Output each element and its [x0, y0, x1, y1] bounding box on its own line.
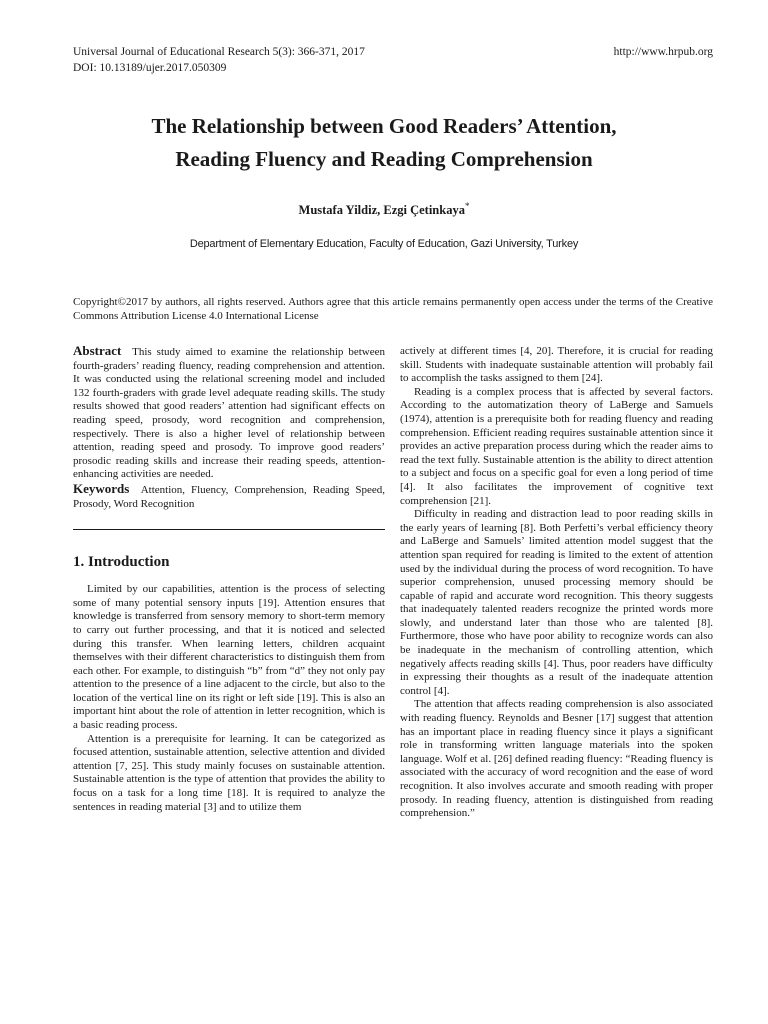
- keywords-block: [73, 482, 385, 511]
- body-paragraph-3: Difficulty in reading and distraction lead to poor reading skills in the early years of learning [8]. Both Perfetti’s verbal efficiency theory and LaBerge and Samuels’ limited attention model suggest that the attention span required for reading is limited to the extent of attention used by the individual during the process of word recognition. To have superior comprehension, unused processing memory should be capable of rapid and accurate word recognition. This theory suggests that inadequately talented readers recognize the printed words more slowly, and understand later than those who are talented [8]. Furthermore, those who have poor ability to recognize words can also be inadequate in the mechanism of controlling attention, which negatively affects reading skills [4]. Thus, poor readers have difficulty in expressing their thoughts as a result of the inadequate attention control [4].: [400, 508, 713, 697]
- author-list: [60, 201, 708, 218]
- journal-url[interactable]: http://www.hrpub.org: [613, 46, 713, 58]
- intro-paragraph-2: Attention is a prerequisite for learning. It can be categorized as focused attention, sustainable attention, selective attention and divided attention [7, 25]. This study mainly focuses on sustainable attention. Sustainable attention is the type of attention that provides the ability to focus on a task for a long time [18]. It is required to analyze the sentences in reading material [3] and to utilize them: [73, 732, 385, 813]
- paper-title: [60, 110, 708, 176]
- title-line-2: Reading Fluency and Reading Comprehension: [175, 147, 593, 171]
- journal-citation: [73, 44, 365, 76]
- body-paragraph-1: actively at different times [4, 20]. Therefore, it is crucial for reading skill. Students with inadequate sustainable attention will probably fail to accomplish the tasks assigned to them [24].: [400, 345, 713, 385]
- left-column: [73, 344, 385, 814]
- body-paragraph-2: Reading is a complex process that is affected by several factors. According to the automatization theory of LaBerge and Samuels (1974), attention is a prerequisite both for reading fluency and reading comprehension. Efficient reading requires sustainable attention since it provides an active preparation process during which the reader aims to read the text fully. Sustainable attention is the ability to direct attention to a subject and focus on a specific goal for even a long period of time [4]. It also facilitates the improvement of cognitive text comprehension [21].: [400, 385, 713, 507]
- abstract-block: [73, 344, 385, 482]
- keywords-label: Keywords: [73, 480, 130, 496]
- right-column: [400, 345, 713, 821]
- author-names: Mustafa Yildiz, Ezgi Çetinkaya: [298, 203, 465, 218]
- section-divider: [73, 529, 385, 530]
- abstract-label: Abstract: [73, 343, 122, 358]
- corresponding-author-mark: *: [464, 201, 470, 211]
- doi-line: DOI: 10.13189/ujer.2017.050309: [73, 62, 227, 74]
- title-line-1: The Relationship between Good Readers’ Attention,: [151, 114, 617, 138]
- intro-paragraph-1: Limited by our capabilities, attention is the process of selecting some of many potential sensory inputs [19]. Attention ensures that knowledge is transferred from sensory memory to short-term memory to carry out further processing, and that it is noticed and selected during this transfer. When learning letters, children acquaint themselves with their different characteristics to distinguish them from each other. For example, to distinguish “b” from “d” they not only pay attention to the presence of a line adjacent to the circle, but also to the location of the vertical line on its right or left side [19]. This is also an important hint about the role of attention in letter recognition, which is a basic reading process.: [73, 583, 385, 732]
- intro-heading: 1. Introduction: [73, 554, 170, 571]
- keywords-text: Attention, Fluency, Comprehension, Reading Speed, Prosody, Word Recognition: [73, 483, 385, 510]
- journal-line: Universal Journal of Educational Research 5(3): 366-371, 2017: [73, 46, 365, 58]
- abstract-text: This study aimed to examine the relationship between fourth-graders’ reading fluency, reading comprehension and attention. It was conducted using the relational screening model and included 132 fourth-graders with grade level adequate reading skills. The study results showed that good readers’ attention had significant effects on reading speed, prosody, word recognition and comprehension, respectively. There is also a higher level of relationship between attention, reading speed and prosody. To improve good readers’ prosodic reading skills and increase their reading speeds, attention-enhancing activities are needed.: [73, 346, 385, 481]
- copyright-notice: Copyright©2017 by authors, all rights reserved. Authors agree that this article remains permanently open access under the terms of the Creative Commons Attribution License 4.0 International License: [73, 296, 713, 322]
- affiliation: Department of Elementary Education, Faculty of Education, Gazi University, Turkey: [189, 238, 579, 250]
- body-paragraph-4: The attention that affects reading comprehension is also associated with reading fluency. Reynolds and Besner [17] suggest that attention has an important place in reading fluency since it plays a significant role in transforming written language materials into the spoken language. Wolf et al. [26] defined reading fluency: “Reading fluency is associated with the accuracy of word recognition and the ease of word recognition. It also involves accurate and smooth reading with proper prosody. In reading fluency, attention is distinguished from reading comprehension.”: [400, 698, 713, 820]
